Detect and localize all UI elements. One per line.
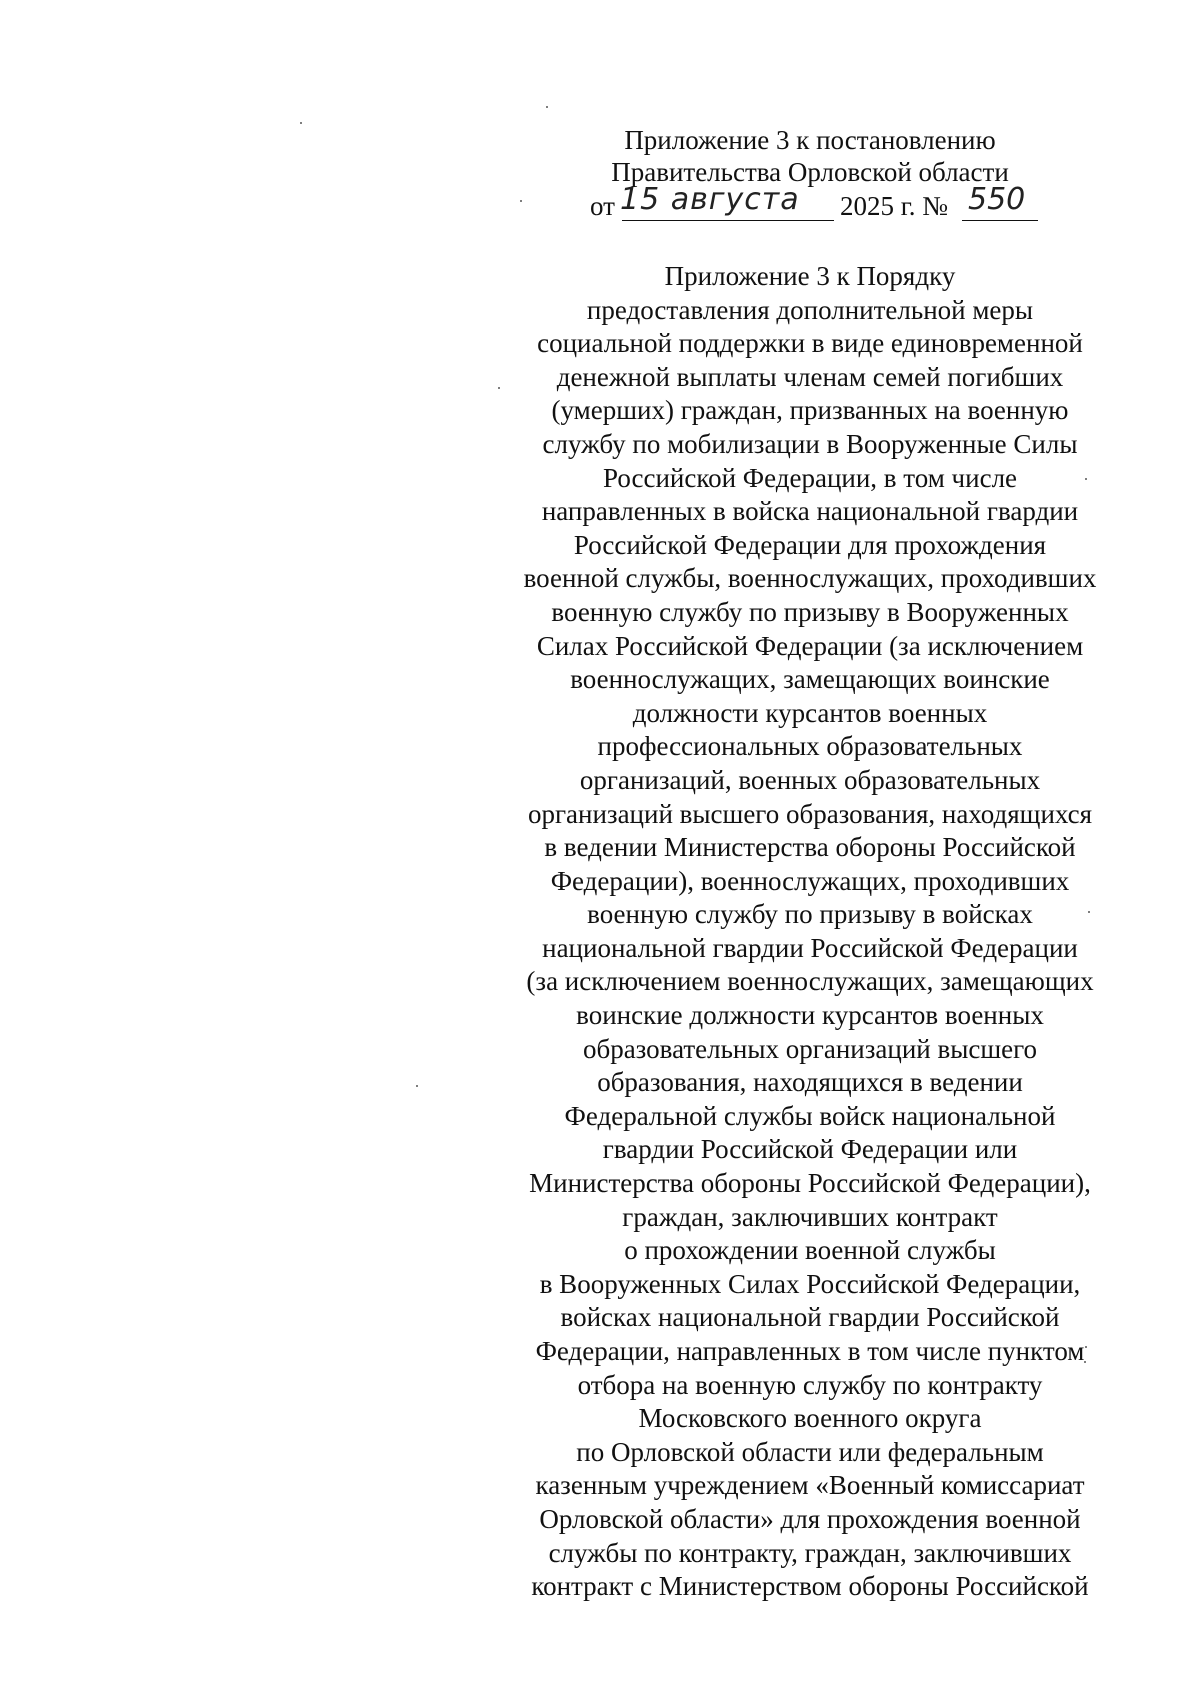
body-line: службу по мобилизации в Вооруженные Силы <box>542 428 1078 459</box>
body-line: Министерства обороны Российской Федерации), <box>529 1168 1091 1199</box>
body-line: предоставления дополнительной меры <box>586 294 1034 325</box>
body-line: образовательных организаций высшего <box>582 1033 1038 1064</box>
body-line: казенным учреждением «Военный комиссариат <box>535 1470 1085 1501</box>
header-line-1: Приложение 3 к постановлению <box>624 125 996 155</box>
scan-speck <box>1085 1346 1087 1348</box>
handwritten-date: 15 августа <box>620 182 800 217</box>
date-underline <box>622 220 834 221</box>
body-line: организаций высшего образования, находящихся <box>527 798 1093 829</box>
body-line: гвардии Российской Федерации или <box>602 1134 1018 1165</box>
number-underline <box>962 220 1038 221</box>
date-prefix: от <box>590 191 615 221</box>
body-line: в Вооруженных Силах Российской Федерации, <box>539 1268 1081 1299</box>
scan-speck <box>1084 1361 1086 1363</box>
body-line: должности курсантов военных <box>632 697 988 728</box>
body-line: Российской Федерации для прохождения <box>573 529 1047 560</box>
body-line: военной службы, военнослужащих, проходивших <box>523 563 1097 594</box>
procedure-annex-title <box>510 260 1110 1604</box>
body-line: национальной гвардии Российской Федерации <box>542 932 1078 963</box>
body-line: Орловской области» для прохождения военной <box>539 1503 1081 1534</box>
body-line: социальной поддержки в виде единовременной <box>537 328 1083 359</box>
body-line: Федеральной службы войск национальной <box>564 1100 1056 1131</box>
resolution-header <box>560 124 1060 188</box>
scan-speck <box>1085 478 1087 480</box>
body-line: военную службу по призыву в войсках <box>587 899 1033 930</box>
body-line: в ведении Министерства обороны Российской <box>544 832 1076 863</box>
body-line: профессиональных образовательных <box>597 731 1023 762</box>
body-line: военнослужащих, замещающих воинские <box>570 664 1050 695</box>
scan-speck <box>416 1085 418 1087</box>
body-line: образования, находящихся в ведении <box>597 1067 1023 1098</box>
scan-speck <box>300 122 302 124</box>
body-line: Московского военного округа <box>638 1403 982 1434</box>
body-line: о прохождении военной службы <box>624 1235 996 1266</box>
scan-speck <box>520 200 522 202</box>
date-year: 2025 г. № <box>840 191 949 221</box>
body-line: Федерации, направленных в том числе пунктом <box>535 1336 1085 1366</box>
body-line: по Орловской области или федеральным <box>576 1436 1044 1467</box>
body-line: службы по контракту, граждан, заключивших <box>548 1537 1072 1568</box>
resolution-date-line <box>590 182 1060 230</box>
body-line: денежной выплаты членам семей погибших <box>556 361 1064 392</box>
body-line: военную службу по призыву в Вооруженных <box>551 596 1069 627</box>
body-line: войсках национальной гвардии Российской <box>560 1302 1060 1333</box>
body-line: организаций, военных образовательных <box>579 764 1041 795</box>
body-line: (умерших) граждан, призванных на военную <box>551 395 1069 426</box>
body-line: контракт с Министерством обороны Российской <box>531 1571 1089 1602</box>
body-line: Федерации), военнослужащих, проходивших <box>550 865 1070 896</box>
scan-speck <box>1088 911 1090 913</box>
scan-speck <box>546 106 548 108</box>
body-line: Приложение 3 к Порядку <box>664 261 956 291</box>
body-line: граждан, заключивших контракт <box>622 1201 998 1232</box>
body-line: (за исключением военнослужащих, замещающих <box>526 966 1094 997</box>
handwritten-number: 550 <box>968 182 1026 217</box>
header-line-2: Правительства Орловской области <box>611 157 1009 187</box>
body-line: воинские должности курсантов военных <box>576 1000 1044 1031</box>
body-line: отбора на военную службу по контракту <box>577 1369 1043 1400</box>
body-line: Силах Российской Федерации (за исключением <box>536 630 1084 661</box>
body-line: Российской Федерации, в том числе <box>602 462 1018 493</box>
body-line: направленных в войска национальной гвардии <box>541 496 1079 527</box>
scan-speck <box>498 387 500 389</box>
